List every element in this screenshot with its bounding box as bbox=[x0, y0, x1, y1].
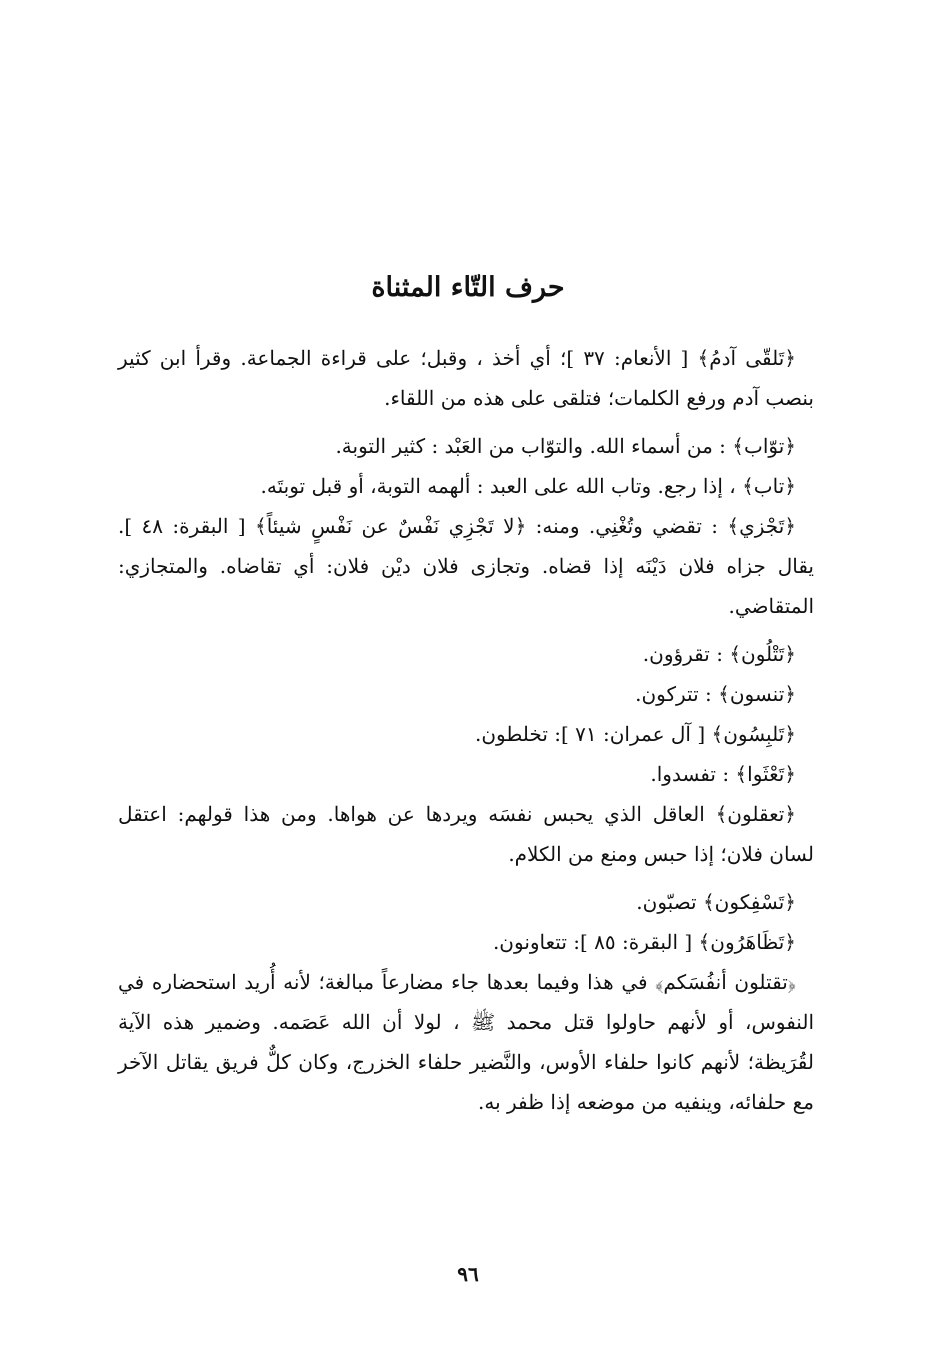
paragraph-tawwab: ﴿توّاب﴾ : من أسماء الله. والتوّاب من العَبْد : كثير التوبة. bbox=[335, 434, 796, 458]
paragraph-taqilun: ﴿تعقلون﴾ العاقل الذي يحبس نفسَه ويردها عن هواها. ومن هذا قولهم: اعتقل لسان فلان؛ إذا حبس ومنع من الكلام. bbox=[118, 802, 814, 866]
paragraph-tasfikun: ﴿تَسْفِكون﴾ تصبّون. bbox=[636, 890, 796, 914]
page-number: ٩٦ bbox=[457, 1262, 479, 1286]
paragraph-taathaw: ﴿تَعْثَوا﴾ : تفسدوا. bbox=[650, 762, 796, 786]
paragraph-talaqqa: ﴿تَلقّى آدمُ﴾ [ الأنعام: ٣٧ ]؛ أي أخذ ، وقبل؛ على قراءة الجماعة. وقرأ ابن كثير بنصب آدم ورفع الكلمات؛ فتلقى على هذه من اللقاء. bbox=[118, 346, 814, 410]
paragraph-talbisun: ﴿تَلبِسُون﴾ [ آل عمران: ٧١ ]: تخلطون. bbox=[475, 722, 796, 746]
paragraph-tansun: ﴿تنسون﴾ : تتركون. bbox=[635, 682, 796, 706]
paragraph-taqtulun: ﴿تقتلون أنفُسَكم﴾ في هذا وفيما بعدها جاء مضارعاً مبالغة؛ لأنه أُريد استحضاره في النفوس، أو لأنهم حاولوا قتل محمد ﷺ ، لولا أن الله عَصَمه. وضمير هذه الآية لقُرَيظة؛ لأنهم كانوا حلفاء الأوس، والنَّضير حلفاء الخزرج، وكان كلٌّ فريق يقاتل الآخر مع حلفائه، وينفيه من موضعه إذا ظفر به. bbox=[118, 970, 814, 1114]
paragraph-tatlun: ﴿تَتْلُون﴾ : تقرؤون. bbox=[642, 642, 796, 666]
body-text bbox=[118, 338, 814, 1130]
chapter-heading: حرف التّاء المثناة bbox=[371, 272, 565, 303]
paragraph-tab: ﴿تاب﴾ ، إذا رجع. وتاب الله على العبد : ألهمه التوبة، أو قبل توبتَه. bbox=[260, 474, 796, 498]
paragraph-tazaharun: ﴿تَظَاهَرُون﴾ [ البقرة: ٨٥ ]: تتعاونون. bbox=[492, 930, 796, 954]
paragraph-tajzi: ﴿تَجْزي﴾ : تقضي وتُغْنِي. ومنه: ﴿لا تَجْزِي نَفْسٌ عن نَفْسٍ شيئاً﴾ [ البقرة: ٤٨ ]. يقال جزاه فلان دَيْنَه إذا قضاه. وتجازى فلان ديْن فلان: أي تقاضاه. والمتجازي: المتقاضي. bbox=[118, 514, 814, 618]
